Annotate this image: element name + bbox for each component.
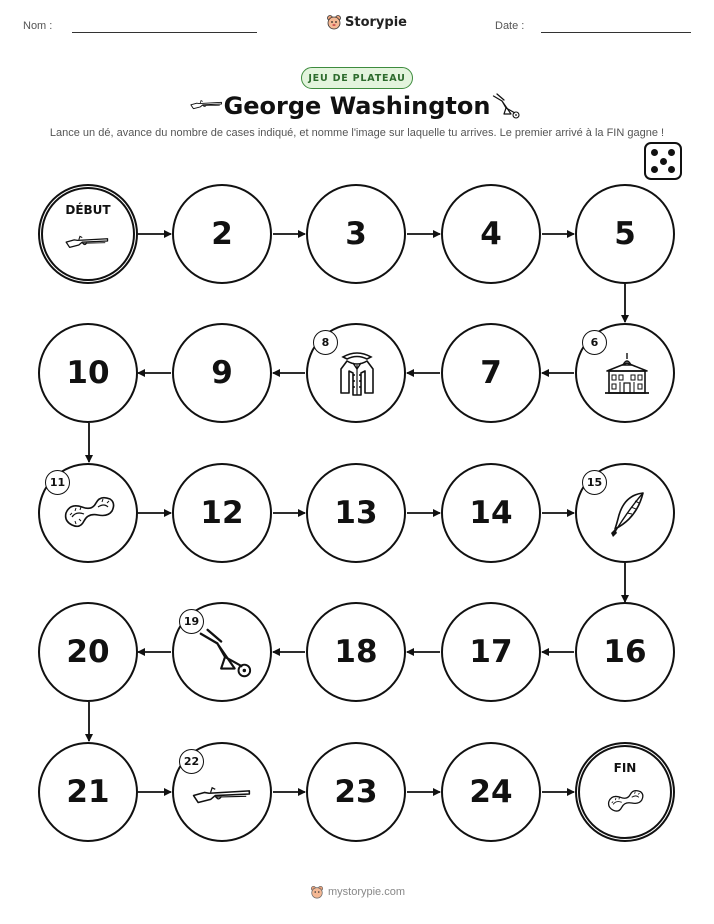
cell-number: 17 bbox=[469, 634, 513, 670]
game-instructions: Lance un dé, avance du nombre de cases indiqué, et nomme l'image sur laquelle tu arrives. Le premier arrivé à la FIN gagne ! bbox=[49, 127, 665, 139]
board-cell-20 bbox=[38, 602, 138, 702]
colonial-building-icon bbox=[603, 351, 651, 399]
cell-number: 16 bbox=[603, 634, 647, 670]
cell-number-tag: 8 bbox=[313, 330, 338, 355]
cell-number: 3 bbox=[345, 216, 367, 252]
board-cell-5 bbox=[575, 184, 675, 284]
cell-number: 10 bbox=[66, 355, 110, 391]
cell-number-tag: 19 bbox=[179, 609, 204, 634]
measuring-tape-icon bbox=[606, 783, 646, 823]
plough-icon bbox=[196, 626, 254, 684]
musket-icon bbox=[192, 782, 254, 806]
cell-number: 23 bbox=[334, 774, 378, 810]
board-cell-finish bbox=[575, 742, 675, 842]
footer-url[interactable]: mystorypie.com bbox=[328, 886, 406, 898]
cell-number: 14 bbox=[469, 495, 513, 531]
page-title: George Washington bbox=[223, 92, 491, 120]
cell-number: 5 bbox=[614, 216, 636, 252]
board-cell-17 bbox=[441, 602, 541, 702]
footer-brand bbox=[310, 885, 405, 899]
musket-icon bbox=[65, 231, 111, 251]
cell-number: 18 bbox=[334, 634, 378, 670]
brand-name: Storypie bbox=[345, 14, 407, 30]
board-cell-12 bbox=[172, 463, 272, 563]
board-cell-9 bbox=[172, 323, 272, 423]
board-cell-13 bbox=[306, 463, 406, 563]
board-cell-14 bbox=[441, 463, 541, 563]
board-cell-24 bbox=[441, 742, 541, 842]
board-cell-18 bbox=[306, 602, 406, 702]
cell-number-tag: 22 bbox=[179, 749, 204, 774]
board-cell-start bbox=[38, 184, 138, 284]
start-label: DÉBUT bbox=[65, 203, 111, 217]
cell-number-tag: 15 bbox=[582, 470, 607, 495]
cell-number: 21 bbox=[66, 774, 110, 810]
cell-number: 4 bbox=[480, 216, 502, 252]
board-cell-16 bbox=[575, 602, 675, 702]
board-cell-7 bbox=[441, 323, 541, 423]
colonial-coat-icon bbox=[337, 349, 377, 399]
quill-pen-icon bbox=[605, 489, 649, 539]
board-cell-23 bbox=[306, 742, 406, 842]
finish-label: FIN bbox=[613, 761, 637, 775]
date-label: Date : bbox=[495, 20, 525, 32]
cell-number: 24 bbox=[469, 774, 513, 810]
board-cell-3 bbox=[306, 184, 406, 284]
cell-number: 20 bbox=[66, 634, 110, 670]
cell-number-tag: 11 bbox=[45, 470, 70, 495]
board-cell-21 bbox=[38, 742, 138, 842]
cell-number: 9 bbox=[211, 355, 233, 391]
game-type-badge: JEU DE PLATEAU bbox=[301, 67, 413, 89]
cell-number: 7 bbox=[480, 355, 502, 391]
cell-number: 13 bbox=[334, 495, 378, 531]
cell-number: 2 bbox=[211, 216, 233, 252]
cell-number-tag: 6 bbox=[582, 330, 607, 355]
cell-number: 12 bbox=[200, 495, 244, 531]
name-label: Nom : bbox=[23, 20, 53, 32]
measuring-tape-icon bbox=[62, 493, 118, 537]
storypie-mascot-icon bbox=[310, 885, 324, 899]
board-cell-10 bbox=[38, 323, 138, 423]
board-cell-2 bbox=[172, 184, 272, 284]
board-cell-4 bbox=[441, 184, 541, 284]
